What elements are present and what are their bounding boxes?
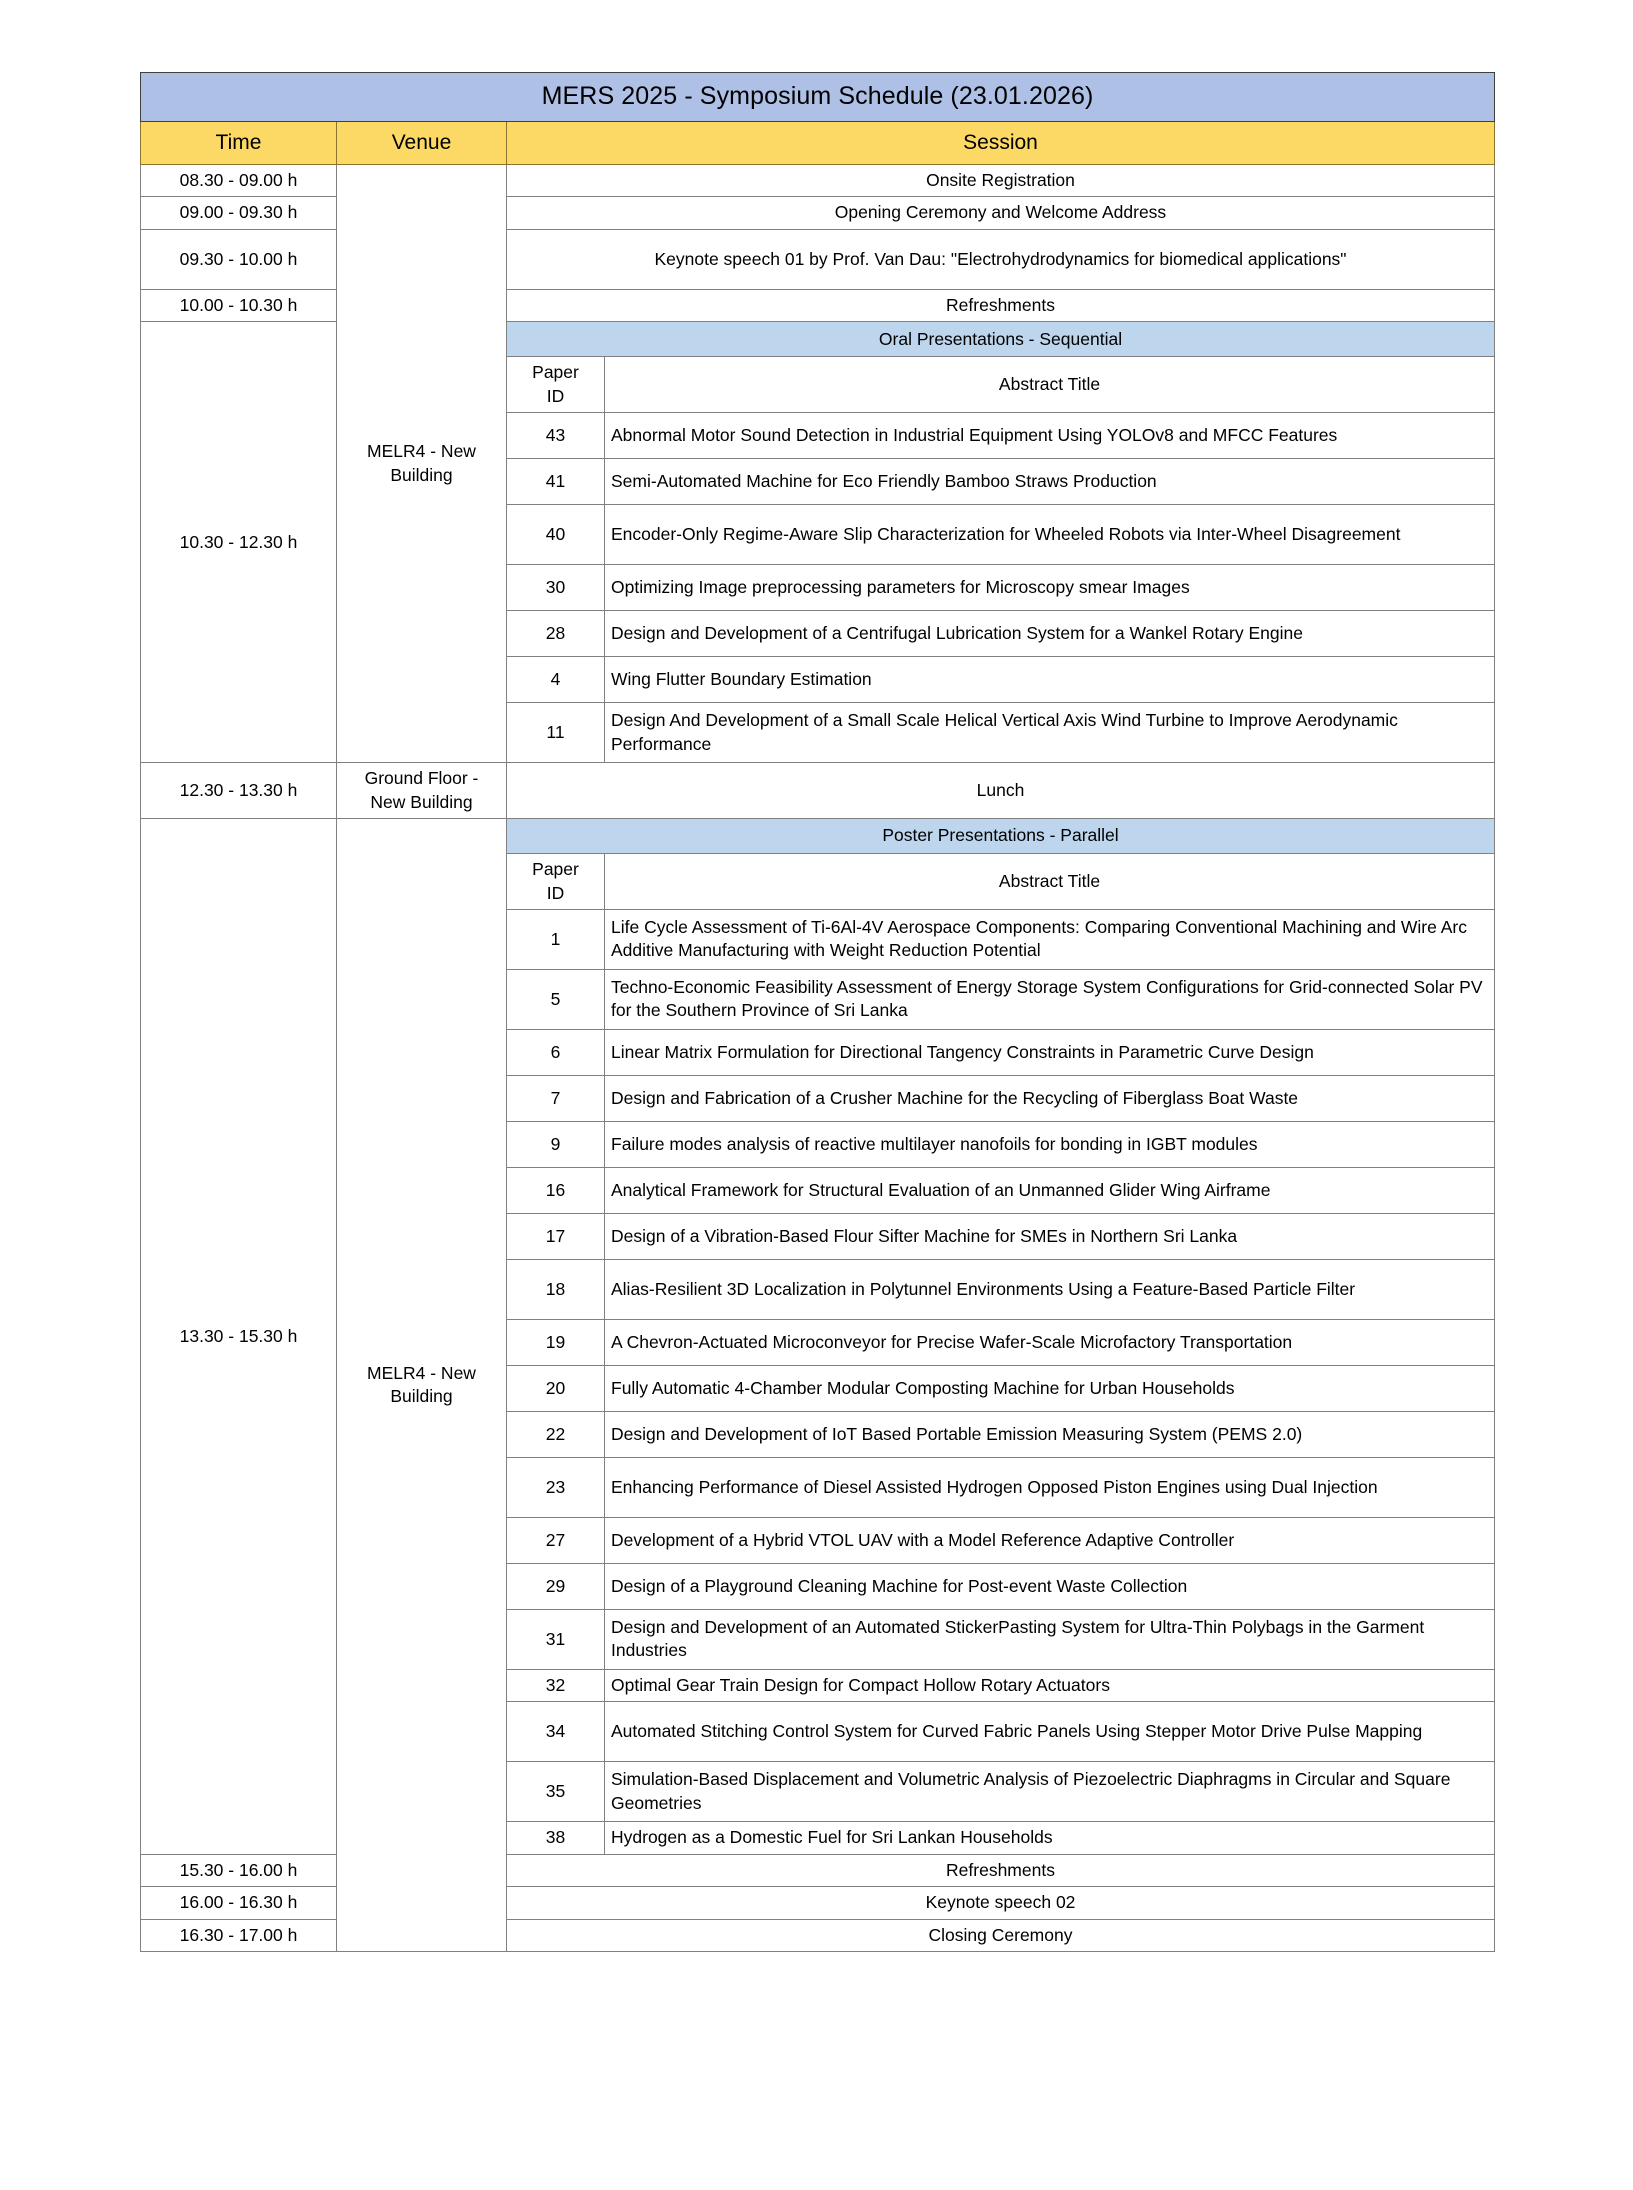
paper-title: Design of a Playground Cleaning Machine for Post-event Waste Collection [605, 1563, 1495, 1609]
session-label: Opening Ceremony and Welcome Address [507, 197, 1495, 229]
paper-id: 29 [507, 1563, 605, 1609]
time-slot: 16.00 - 16.30 h [141, 1887, 337, 1919]
venue-ground-floor [337, 763, 507, 819]
paper-id: 17 [507, 1213, 605, 1259]
paper-id: 4 [507, 657, 605, 703]
paper-id: 40 [507, 505, 605, 565]
column-header-paper-id [507, 357, 605, 413]
paper-title: Design and Development of an Automated StickerPasting System for Ultra-Thin Polybags in the Garment Industries [605, 1609, 1495, 1669]
table-row [141, 122, 1495, 165]
symposium-schedule-table [140, 72, 1495, 1952]
section-band-poster: Poster Presentations - Parallel [507, 819, 1495, 854]
venue-melr4 [337, 165, 507, 763]
venue-line-2: Building [390, 1386, 453, 1407]
paper-id: 31 [507, 1609, 605, 1669]
paper-id: 38 [507, 1822, 605, 1854]
document-title: MERS 2025 - Symposium Schedule (23.01.2026) [141, 73, 1495, 122]
session-label: Keynote speech 02 [507, 1887, 1495, 1919]
paper-id: 27 [507, 1517, 605, 1563]
paper-title: Design and Fabrication of a Crusher Machine for the Recycling of Fiberglass Boat Waste [605, 1075, 1495, 1121]
paper-title: Fully Automatic 4-Chamber Modular Composting Machine for Urban Households [605, 1365, 1495, 1411]
paper-id: 34 [507, 1702, 605, 1762]
paper-id: 30 [507, 565, 605, 611]
column-header-session: Session [507, 122, 1495, 165]
paper-title: Analytical Framework for Structural Evaluation of an Unmanned Glider Wing Airframe [605, 1167, 1495, 1213]
section-band-oral: Oral Presentations - Sequential [507, 322, 1495, 357]
paper-id: 41 [507, 459, 605, 505]
column-header-venue: Venue [337, 122, 507, 165]
session-label: Refreshments [507, 1854, 1495, 1886]
paper-id: 35 [507, 1762, 605, 1822]
paper-id: 11 [507, 703, 605, 763]
paper-title: Life Cycle Assessment of Ti-6Al-4V Aerospace Components: Comparing Conventional Machining and Wire Arc Additive Manufacturing with Weight Reduction Potential [605, 909, 1495, 969]
paper-id: 32 [507, 1669, 605, 1701]
paper-title: Hydrogen as a Domestic Fuel for Sri Lankan Households [605, 1822, 1495, 1854]
paper-title: Design of a Vibration-Based Flour Sifter Machine for SMEs in Northern Sri Lanka [605, 1213, 1495, 1259]
paper-id: 7 [507, 1075, 605, 1121]
paper-title: Semi-Automated Machine for Eco Friendly Bamboo Straws Production [605, 459, 1495, 505]
paper-id: 1 [507, 909, 605, 969]
paper-id: 22 [507, 1411, 605, 1457]
paper-title: Alias-Resilient 3D Localization in Polytunnel Environments Using a Feature-Based Particle Filter [605, 1259, 1495, 1319]
time-slot: 09.30 - 10.00 h [141, 229, 337, 289]
column-header-abstract-title: Abstract Title [605, 357, 1495, 413]
session-label: Closing Ceremony [507, 1919, 1495, 1951]
paper-title: Wing Flutter Boundary Estimation [605, 657, 1495, 703]
paper-id-line-2: ID [546, 882, 565, 903]
column-header-paper-id [507, 854, 605, 910]
venue-line-2: New Building [370, 791, 473, 812]
session-label: Refreshments [507, 289, 1495, 321]
column-header-time: Time [141, 122, 337, 165]
paper-title: Simulation-Based Displacement and Volumetric Analysis of Piezoelectric Diaphragms in Circular and Square Geometries [605, 1762, 1495, 1822]
time-slot: 13.30 - 15.30 h [141, 819, 337, 1855]
schedule-body [141, 73, 1495, 1952]
paper-title: Encoder-Only Regime-Aware Slip Characterization for Wheeled Robots via Inter-Wheel Disagreement [605, 505, 1495, 565]
paper-id: 23 [507, 1457, 605, 1517]
paper-id: 19 [507, 1319, 605, 1365]
session-label: Lunch [507, 763, 1495, 819]
session-label: Keynote speech 01 by Prof. Van Dau: "Electrohydrodynamics for biomedical applications" [507, 229, 1495, 289]
paper-title: Enhancing Performance of Diesel Assisted Hydrogen Opposed Piston Engines using Dual Injection [605, 1457, 1495, 1517]
time-slot: 12.30 - 13.30 h [141, 763, 337, 819]
venue-line-1: MELR4 - New [367, 1362, 476, 1383]
venue-line-1: Ground Floor - [364, 768, 479, 789]
paper-title: Techno-Economic Feasibility Assessment of Energy Storage System Configurations for Grid-connected Solar PV for the Southern Province of Sri Lanka [605, 969, 1495, 1029]
paper-id: 43 [507, 413, 605, 459]
paper-id: 9 [507, 1121, 605, 1167]
paper-title: Design and Development of IoT Based Portable Emission Measuring System (PEMS 2.0) [605, 1411, 1495, 1457]
paper-id: 6 [507, 1029, 605, 1075]
session-label: Onsite Registration [507, 165, 1495, 197]
venue-line-1: MELR4 - New [367, 441, 476, 462]
paper-title: Linear Matrix Formulation for Directional Tangency Constraints in Parametric Curve Design [605, 1029, 1495, 1075]
paper-title: Optimal Gear Train Design for Compact Hollow Rotary Actuators [605, 1669, 1495, 1701]
paper-id: 28 [507, 611, 605, 657]
venue-line-2: Building [390, 464, 453, 485]
paper-title: Abnormal Motor Sound Detection in Industrial Equipment Using YOLOv8 and MFCC Features [605, 413, 1495, 459]
column-header-abstract-title: Abstract Title [605, 854, 1495, 910]
time-slot: 10.00 - 10.30 h [141, 289, 337, 321]
venue-melr4 [337, 819, 507, 1952]
time-slot: 16.30 - 17.00 h [141, 1919, 337, 1951]
paper-id: 16 [507, 1167, 605, 1213]
paper-title: Design And Development of a Small Scale Helical Vertical Axis Wind Turbine to Improve Aerodynamic Performance [605, 703, 1495, 763]
paper-id-line-1: Paper [532, 859, 579, 880]
paper-title: Design and Development of a Centrifugal Lubrication System for a Wankel Rotary Engine [605, 611, 1495, 657]
time-slot: 10.30 - 12.30 h [141, 322, 337, 763]
paper-title: Optimizing Image preprocessing parameters for Microscopy smear Images [605, 565, 1495, 611]
paper-id: 20 [507, 1365, 605, 1411]
paper-id-line-2: ID [546, 385, 565, 406]
table-row [141, 763, 1495, 819]
time-slot: 09.00 - 09.30 h [141, 197, 337, 229]
table-row [141, 73, 1495, 122]
table-row [141, 819, 1495, 854]
paper-title: Failure modes analysis of reactive multilayer nanofoils for bonding in IGBT modules [605, 1121, 1495, 1167]
paper-id: 18 [507, 1259, 605, 1319]
table-row [141, 165, 1495, 197]
paper-id-line-1: Paper [532, 362, 579, 383]
paper-id: 5 [507, 969, 605, 1029]
time-slot: 08.30 - 09.00 h [141, 165, 337, 197]
paper-title: Development of a Hybrid VTOL UAV with a Model Reference Adaptive Controller [605, 1517, 1495, 1563]
paper-title: Automated Stitching Control System for Curved Fabric Panels Using Stepper Motor Drive Pulse Mapping [605, 1702, 1495, 1762]
paper-title: A Chevron-Actuated Microconveyor for Precise Wafer-Scale Microfactory Transportation [605, 1319, 1495, 1365]
time-slot: 15.30 - 16.00 h [141, 1854, 337, 1886]
